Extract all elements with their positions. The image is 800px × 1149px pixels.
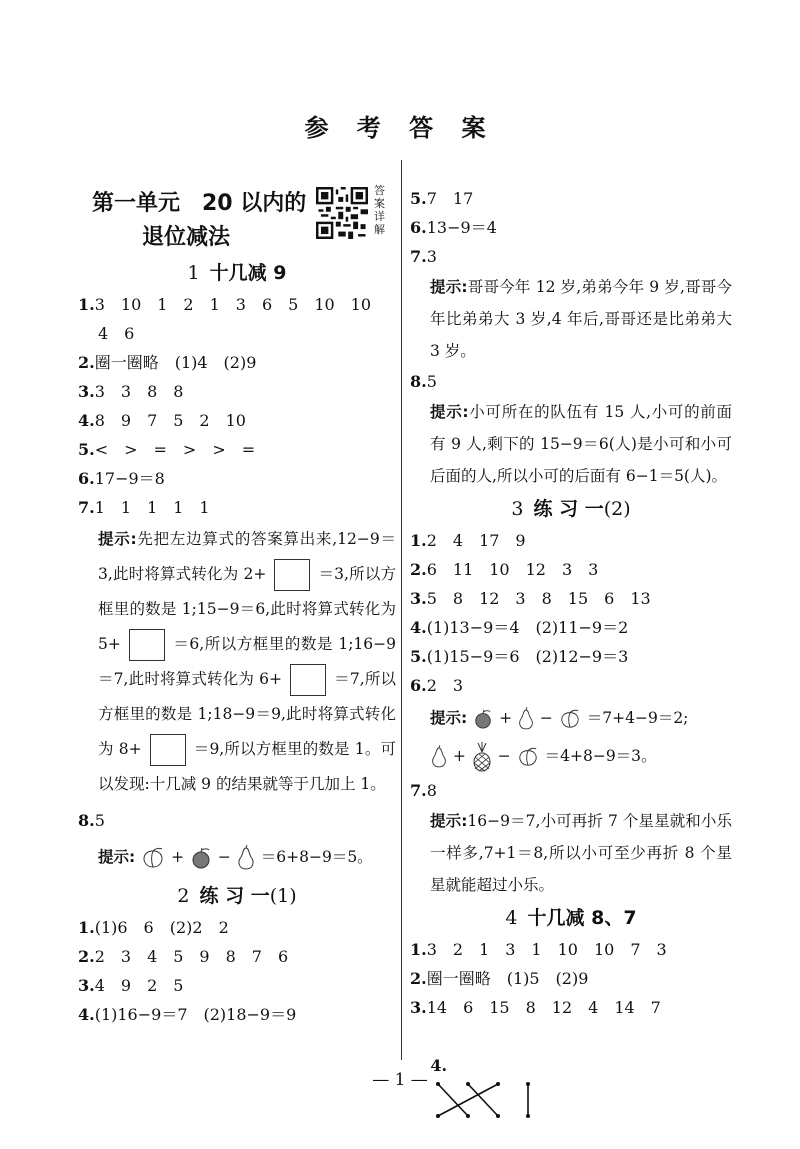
answer-text: (1)15−9＝6 (2)12−9＝3 [426, 647, 629, 666]
section-suffix: (2) [603, 498, 631, 520]
answer-text: 14 6 15 8 12 4 14 7 [426, 998, 661, 1017]
answer-text: 13−9＝4 [426, 218, 497, 237]
question-number: 4. [430, 1056, 448, 1075]
section-name: 十几减 9 [209, 262, 287, 284]
section-4-title [410, 901, 732, 935]
answer-text: 圈一圈略 (1)4 (2)9 [94, 353, 257, 372]
answer-text: 5 [94, 811, 105, 830]
practice-5 [410, 642, 732, 671]
question-number: 5. [78, 440, 95, 459]
answer-8 [78, 806, 396, 835]
question-number: 6. [410, 676, 427, 695]
question-number: 8. [410, 372, 427, 391]
question-number: 4. [78, 411, 95, 430]
section-name: 十几减 8、7 [527, 907, 637, 929]
question-number: 1. [410, 531, 427, 550]
unit-subtitle: 退位减法 [142, 225, 231, 250]
answer-7 [78, 493, 396, 522]
unit-title: 第一单元 20 以内的 [92, 191, 307, 216]
hint-text: ＝9,所以方框里的数是 1。可以发现:十几减 9 的结果就等于几加上 1。 [98, 740, 396, 793]
right-column [410, 184, 732, 1075]
answer-text: 4 9 2 5 [94, 976, 184, 995]
practice-3 [78, 971, 396, 1000]
hint-text: 哥哥今年 12 岁,弟弟今年 9 岁,哥哥今年比弟弟大 3 岁,4 年后,哥哥还是比弟弟大 3 岁。 [430, 278, 732, 360]
practice-1 [78, 913, 396, 942]
hint-label: 提示: [430, 278, 468, 296]
peach-icon [516, 747, 540, 767]
answer-text: 8 9 7 5 2 10 [94, 411, 246, 430]
question-number: 6. [410, 218, 427, 237]
answer-5 [78, 435, 396, 464]
question-number: 3. [410, 589, 427, 608]
hint-text: 先把左边算式的答案算出来,12−9＝3,此时将算式转化为 2+ [98, 530, 396, 583]
hint-text: 小可所在的队伍有 15 人,小可的前面有 9 人,剩下的 15−9＝6(人)是小可和小可后面的人,所以小可的后面有 6−1＝5(人)。 [430, 403, 732, 485]
qr-caption: 答案详解 [374, 184, 385, 236]
hint-8: 提示: + − ＝6+8−9＝5。 [78, 835, 396, 879]
question-number: 1. [410, 940, 427, 959]
answer-text: 3 2 1 3 1 10 10 7 3 [426, 940, 667, 959]
hint-label: 提示: [430, 709, 468, 727]
answer-text: 7 17 [426, 189, 474, 208]
hint-6b: + − ＝4+8−9＝3。 [410, 736, 732, 776]
hint-7b [410, 805, 732, 901]
answer-8 [410, 367, 732, 396]
blank-box [274, 559, 310, 591]
hint-text: ＝4+8−9＝3。 [544, 747, 657, 765]
answer-text: 2 4 17 9 [426, 531, 526, 550]
answer-text: 6 11 10 12 3 3 [426, 560, 599, 579]
question-number: 4. [78, 1005, 95, 1024]
page-number: — 1 — [372, 1070, 428, 1090]
pear-icon [517, 707, 535, 731]
answer-7 [410, 242, 732, 271]
hint-text: ＝7+4−9＝2; [586, 709, 689, 727]
question-number: 5. [410, 647, 427, 666]
section-name: 练 习 一 [533, 498, 604, 520]
answer-text: 3 [426, 247, 437, 266]
answer-1 [78, 290, 396, 319]
question-number: 5. [410, 189, 427, 208]
answer-6 [410, 213, 732, 242]
unit-header [78, 160, 396, 256]
exercise-3 [410, 993, 732, 1022]
qr-code-icon[interactable] [316, 184, 368, 242]
blank-box [150, 734, 186, 766]
hint-7 [410, 271, 732, 367]
section-name: 练 习 一 [199, 885, 270, 907]
hint-text: ＝3,所以方框里的数是 1;15−9＝6,此时将算式转化为 5+ [98, 565, 396, 653]
question-number: 2. [410, 560, 427, 579]
answer-text: 3 10 1 2 1 3 6 5 10 10 [94, 295, 372, 314]
question-number: 6. [78, 469, 95, 488]
question-number: 7. [410, 247, 427, 266]
apple-icon [189, 847, 213, 869]
practice-3 [410, 584, 732, 613]
blank-box [290, 664, 326, 696]
question-number: 4. [410, 618, 427, 637]
peach-icon [558, 709, 582, 729]
section-number: 4 [505, 907, 518, 929]
hint-text: ＝6,所以方框里的数是 1;16−9＝7,此时将算式转化为 6+ [98, 635, 396, 688]
answer-text: 5 [426, 372, 437, 391]
blank-box [129, 629, 165, 661]
hint-8 [410, 396, 732, 492]
answer-text: 圈一圈略 (1)5 (2)9 [426, 969, 589, 988]
hint-text: ＝7,所以方框里的数是 1;18−9＝9,此时将算式转化为 8+ [98, 670, 396, 758]
hint-6a: 提示: + − ＝7+4−9＝2; [410, 700, 732, 736]
answer-3 [78, 377, 396, 406]
exercise-4 [410, 1022, 732, 1075]
hint-label: 提示: [430, 812, 468, 830]
answer-text: (1)16−9＝7 (2)18−9＝9 [94, 1005, 297, 1024]
hint-label: 提示: [98, 530, 137, 548]
hint-label: 提示: [98, 848, 136, 866]
practice-2 [410, 555, 732, 584]
question-number: 3. [78, 382, 95, 401]
answer-text: 8 [426, 781, 437, 800]
question-number: 7. [78, 498, 95, 517]
answer-text: 2 3 4 5 9 8 7 6 [94, 947, 289, 966]
answer-1-cont: 4 6 [98, 324, 135, 343]
pear-icon [430, 745, 448, 769]
section-1-title [78, 256, 396, 290]
answer-6 [78, 464, 396, 493]
answer-text: 2 3 [426, 676, 464, 695]
exercise-1 [410, 935, 732, 964]
question-number: 1. [78, 295, 95, 314]
practice-4 [78, 1000, 396, 1029]
practice-7 [410, 776, 732, 805]
answer-text: < > = > > = [94, 440, 256, 459]
section-number: 1 [187, 262, 200, 284]
question-number: 2. [410, 969, 427, 988]
answer-text: (1)6 6 (2)2 2 [94, 918, 229, 937]
hint-7 [78, 522, 396, 802]
hint-text: ＝6+8−9＝5。 [260, 848, 373, 866]
practice-1 [410, 526, 732, 555]
pear-icon [236, 845, 256, 871]
section-number: 3 [511, 498, 524, 520]
question-number: 1. [78, 918, 95, 937]
section-suffix: (1) [269, 885, 297, 907]
question-number: 2. [78, 947, 95, 966]
hint-label: 提示: [430, 403, 469, 421]
section-number: 2 [177, 885, 190, 907]
answer-5 [410, 184, 732, 213]
answer-text: 5 8 12 3 8 15 6 13 [426, 589, 651, 608]
apple-icon [472, 709, 494, 729]
left-column [78, 160, 396, 1029]
question-number: 8. [78, 811, 95, 830]
pineapple-icon [471, 742, 493, 772]
practice-4 [410, 613, 732, 642]
answer-text: (1)13−9＝4 (2)11−9＝2 [426, 618, 629, 637]
question-number: 3. [78, 976, 95, 995]
peach-icon [140, 847, 166, 869]
answer-text: 3 3 8 8 [94, 382, 184, 401]
column-divider [401, 160, 402, 1060]
question-number: 7. [410, 781, 427, 800]
answer-text: 17−9＝8 [94, 469, 165, 488]
question-number: 3. [410, 998, 427, 1017]
practice-2 [78, 942, 396, 971]
answer-4 [78, 406, 396, 435]
answer-text: 1 1 1 1 1 [94, 498, 210, 517]
exercise-2 [410, 964, 732, 993]
section-2-title [78, 879, 396, 913]
practice-6 [410, 671, 732, 700]
question-number: 2. [78, 353, 95, 372]
page-title: 参 考 答 案 [304, 114, 496, 142]
answer-2 [78, 348, 396, 377]
section-3-title [410, 492, 732, 526]
hint-text: 16−9＝7,小可再折 7 个星星就和小乐一样多,7+1＝8,所以小可至少再折 8 个星星就能超过小乐。 [430, 812, 732, 894]
